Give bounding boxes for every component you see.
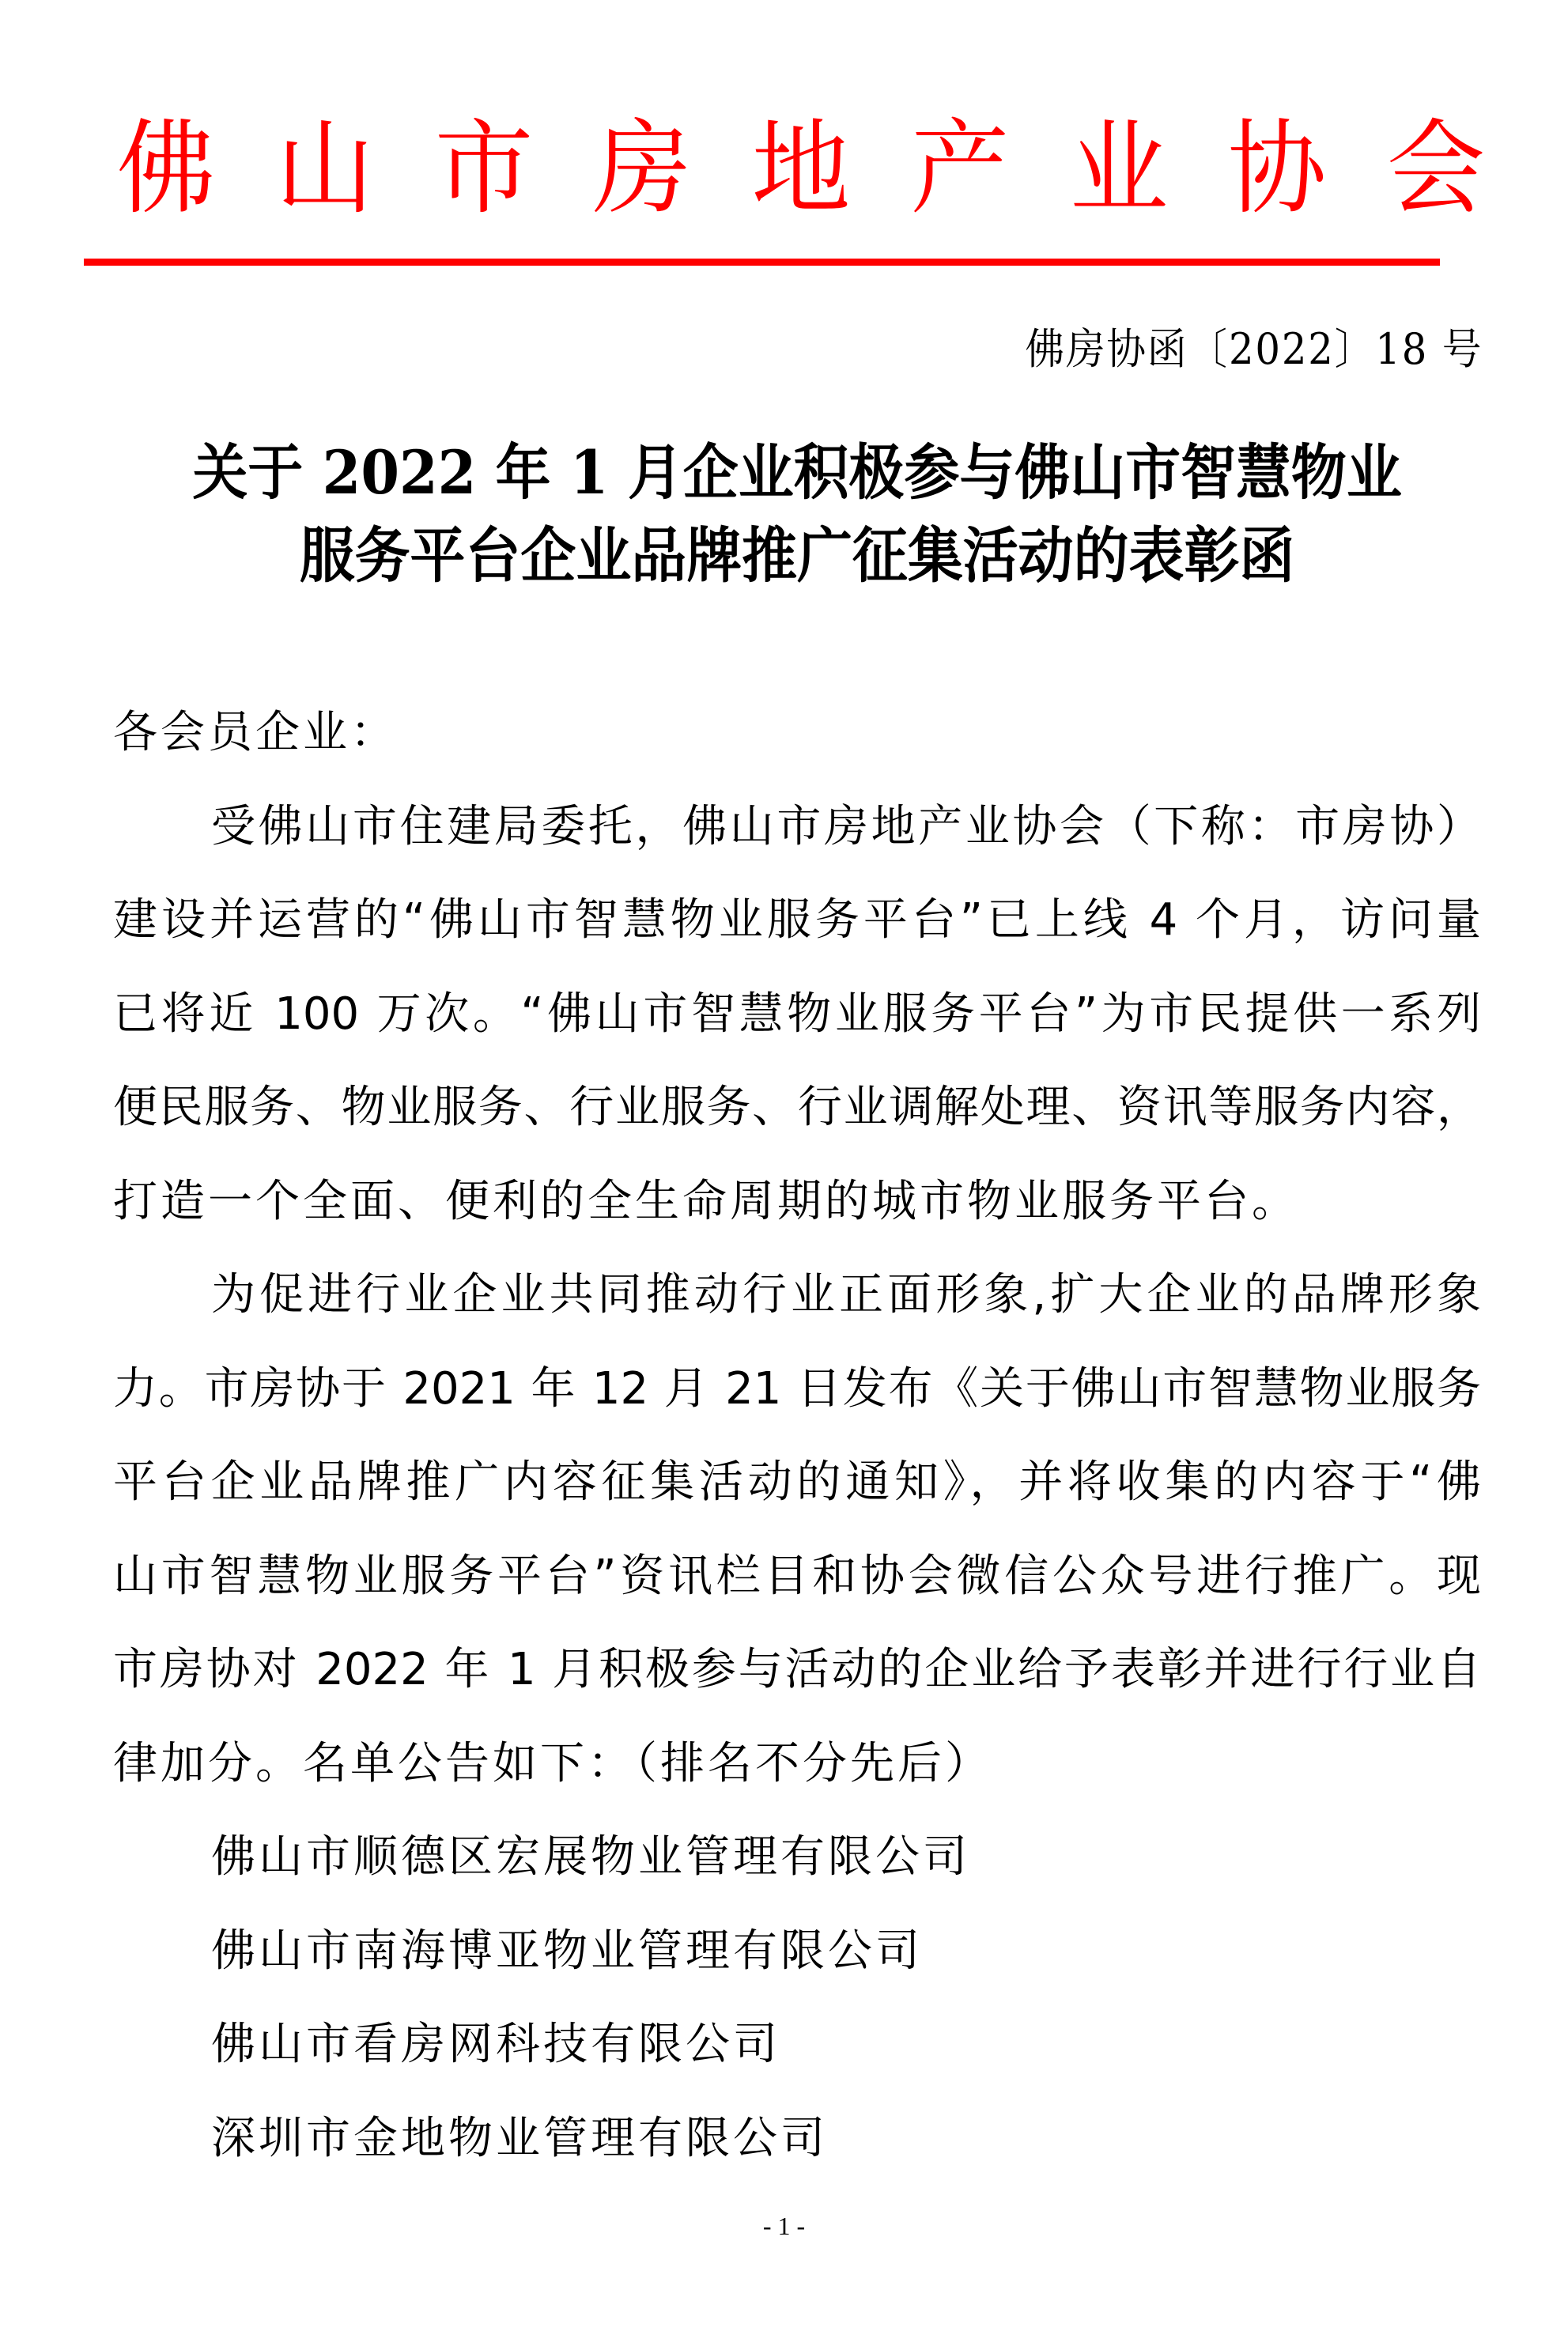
letterhead-char: 协 <box>1227 108 1327 229</box>
paragraph-2-line: 为促进行业企业共同推动行业正面形象,扩大企业的品牌形象 <box>211 1269 1481 1320</box>
paragraph-1-line: 已将近 100 万次。“佛山市智慧物业服务平台”为市民提供一系列 <box>113 988 1481 1040</box>
paragraph-2-line: 力。市房协于 2021 年 12 月 21 日发布《关于佛山市智慧物业服务 <box>113 1362 1481 1415</box>
letterhead-char: 佛 <box>116 108 216 229</box>
title-text: 服务平台企业品牌推广征集活动的表彰函 <box>299 520 1295 591</box>
letter-body <box>113 686 1481 2186</box>
letterhead-char: 山 <box>275 108 375 229</box>
document-title-line-1 <box>113 431 1481 514</box>
page-number: - 1 - <box>762 2212 806 2240</box>
paragraph-1-line: 建设并运营的“佛山市智慧物业服务平台”已上线 4 个月，访问量 <box>113 894 1481 946</box>
paragraph-2-line: 律加分。名单公告如下：（排名不分先后） <box>113 1737 992 1789</box>
salutation: 各会员企业： <box>113 707 398 758</box>
letterhead-char: 地 <box>751 108 851 229</box>
company-list-item: 佛山市南海博亚物业管理有限公司 <box>211 1925 923 1977</box>
letterhead-char: 市 <box>434 108 533 229</box>
paragraph-2-line: 山市智慧物业服务平台”资讯栏目和协会微信公众号进行推广。现 <box>113 1550 1481 1602</box>
paragraph-1-line: 受佛山市住建局委托，佛山市房地产业协会（下称：市房协） <box>211 800 1481 852</box>
letterhead <box>113 101 1489 236</box>
paragraph-2-line: 平台企业品牌推广内容征集活动的通知》，并将收集的内容于“佛 <box>113 1456 1481 1508</box>
paragraph-1-line: 便民服务、物业服务、行业服务、行业调解处理、资讯等服务内容， <box>113 1082 1481 1133</box>
letterhead-char: 业 <box>1069 108 1168 229</box>
letterhead-char: 产 <box>910 108 1010 229</box>
company-list-item: 佛山市看房网科技有限公司 <box>211 2019 780 2070</box>
paragraph-2-line: 市房协对 2022 年 1 月积极参与活动的企业给予表彰并进行行业自 <box>113 1644 1481 1695</box>
company-list-item: 深圳市金地物业管理有限公司 <box>211 2112 828 2164</box>
title-text: 关于 2022 年 1 月企业积极参与佛山市智慧物业 <box>192 437 1402 508</box>
document-number: 佛房协函〔2022〕18 号 <box>1025 324 1483 374</box>
red-divider-rule <box>84 259 1440 266</box>
document-title-line-2 <box>113 514 1481 597</box>
letterhead-char: 会 <box>1386 108 1486 229</box>
letterhead-char: 房 <box>592 108 692 229</box>
paragraph-1-line: 打造一个全面、便利的全生命周期的城市物业服务平台。 <box>113 1175 1299 1227</box>
company-list-item: 佛山市顺德区宏展物业管理有限公司 <box>211 1831 970 1883</box>
